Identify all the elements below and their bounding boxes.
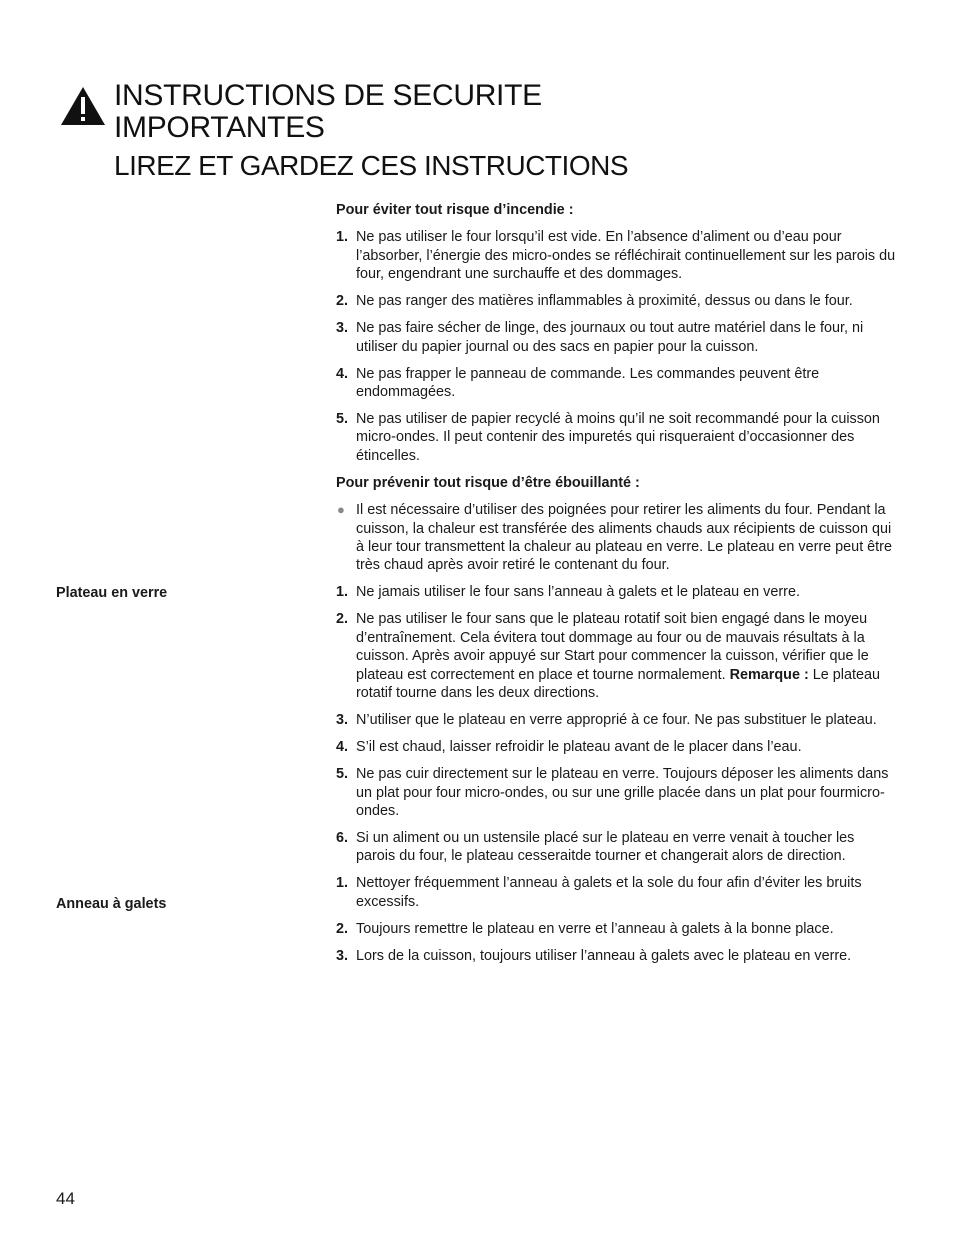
page-subtitle: LIREZ ET GARDEZ CES INSTRUCTIONS bbox=[114, 150, 628, 181]
note-text: Le plateau rotatif tourne dans les deux directions. bbox=[356, 666, 880, 702]
list-item bbox=[336, 874, 896, 911]
title-line-1: INSTRUCTIONS DE SECURITE bbox=[114, 79, 542, 112]
item-text: Lors de la cuisson, toujours utiliser l’anneau à galets avec le plateau en verre. bbox=[356, 947, 852, 964]
list-item bbox=[336, 920, 896, 938]
page-title bbox=[114, 80, 542, 144]
page-number: 44 bbox=[56, 1189, 75, 1208]
item-number: 1. bbox=[336, 875, 349, 892]
fire-heading: Pour éviter tout risque d’incendie : bbox=[336, 202, 574, 218]
scald-heading: Pour prévenir tout risque d’être ébouillanté : bbox=[336, 474, 640, 491]
side-label-plateau: Plateau en verre bbox=[56, 585, 168, 601]
item-number: 1. bbox=[336, 229, 349, 246]
item-text: Il est nécessaire d’utiliser des poignées pour retirer les aliments du four. Pendant la cuisson, la chaleur est transférée des aliments chauds aux récipients de cuisson qui à leur tour transmettent la chaleur au plateau en verre. Le plateau en verre peut être très chaud après avoir retiré le contenant du four. bbox=[356, 502, 892, 574]
bullet-item bbox=[336, 501, 896, 575]
list-item bbox=[336, 829, 896, 866]
list-item bbox=[336, 228, 896, 283]
item-number: 5. bbox=[336, 766, 349, 783]
item-number: 5. bbox=[336, 411, 349, 428]
item-text: Toujours remettre le plateau en verre et l’anneau à galets à la bonne place. bbox=[356, 920, 834, 937]
note-label: Remarque : bbox=[729, 666, 809, 683]
item-number: 2. bbox=[336, 293, 349, 310]
warning-triangle-icon bbox=[60, 86, 106, 126]
item-text-main: Ne pas utiliser le four sans que le plateau rotatif soit bien engagé dans le moyeu d’entraînement. Cela évitera tout dommage au four ou de mauvais résultats à la cuisson. Après avoir appuyé sur Start pour commencer la cuisson, vérifier que le plateau est correctement en place et tourne normalement. bbox=[356, 611, 869, 683]
list-item bbox=[336, 583, 896, 601]
item-text: S’il est chaud, laisser refroidir le plateau avant de le placer dans l’eau. bbox=[356, 739, 802, 756]
list-item bbox=[336, 365, 896, 402]
list-item bbox=[336, 410, 896, 465]
item-text: N’utiliser que le plateau en verre approprié à ce four. Ne pas substituer le plateau. bbox=[356, 712, 877, 729]
item-number: 3. bbox=[336, 712, 349, 729]
item-text: Ne pas frapper le panneau de commande. Les commandes peuvent être endommagées. bbox=[356, 365, 820, 401]
item-number: 2. bbox=[336, 611, 349, 628]
list-item bbox=[336, 610, 896, 702]
title-line-2: IMPORTANTES bbox=[114, 111, 325, 144]
item-text: Ne pas utiliser de papier recyclé à moins qu’il ne soit recommandé pour la cuisson micro-ondes. Il peut contenir des impuretés qui risqueraient d’occasionner des étincelles. bbox=[356, 411, 880, 464]
item-text: Si un aliment ou un ustensile placé sur le plateau en verre venait à toucher les parois du four, le plateau cesseraitde tourner et changerait alors de direction. bbox=[356, 829, 855, 865]
list-item bbox=[336, 319, 896, 356]
side-label-anneau: Anneau à galets bbox=[56, 896, 167, 912]
list-item bbox=[336, 765, 896, 820]
item-text: Ne jamais utiliser le four sans l’anneau à galets et le plateau en verre. bbox=[356, 584, 800, 601]
item-text: Ne pas cuir directement sur le plateau en verre. Toujours déposer les aliments dans un plat pour four micro-ondes, ou sur une grille placée dans un plat pour fourmicro-ondes. bbox=[356, 766, 889, 819]
list-item bbox=[336, 292, 896, 310]
item-text: Ne pas faire sécher de linge, des journaux ou tout autre matériel dans le four, ni utiliser du papier journal ou des sacs en papier pour la cuisson. bbox=[356, 320, 864, 355]
item-number: 2. bbox=[336, 920, 349, 937]
main-content bbox=[336, 201, 896, 974]
item-text: Ne pas utiliser le four lorsqu’il est vide. En l’absence d’aliment ou d’eau pour l’absorber, l’énergie des micro-ondes se réfléchirait continuellement sur les parois du four, engendrant une surchauffe et des dommages. bbox=[356, 229, 896, 283]
item-number: 4. bbox=[336, 739, 349, 756]
bullet-icon: ● bbox=[337, 502, 345, 518]
list-item bbox=[336, 738, 896, 756]
item-number: 3. bbox=[336, 947, 349, 964]
list-item bbox=[336, 947, 896, 965]
item-text: Ne pas ranger des matières inflammables à proximité, dessus ou dans le four. bbox=[356, 293, 853, 310]
list-item bbox=[336, 711, 896, 729]
item-number: 6. bbox=[336, 829, 349, 846]
item-number: 1. bbox=[336, 584, 349, 601]
item-text: Nettoyer fréquemment l’anneau à galets et la sole du four afin d’éviter les bruits excessifs. bbox=[356, 875, 862, 910]
item-number: 3. bbox=[336, 320, 349, 337]
item-number: 4. bbox=[336, 365, 349, 382]
item-text bbox=[356, 610, 896, 702]
